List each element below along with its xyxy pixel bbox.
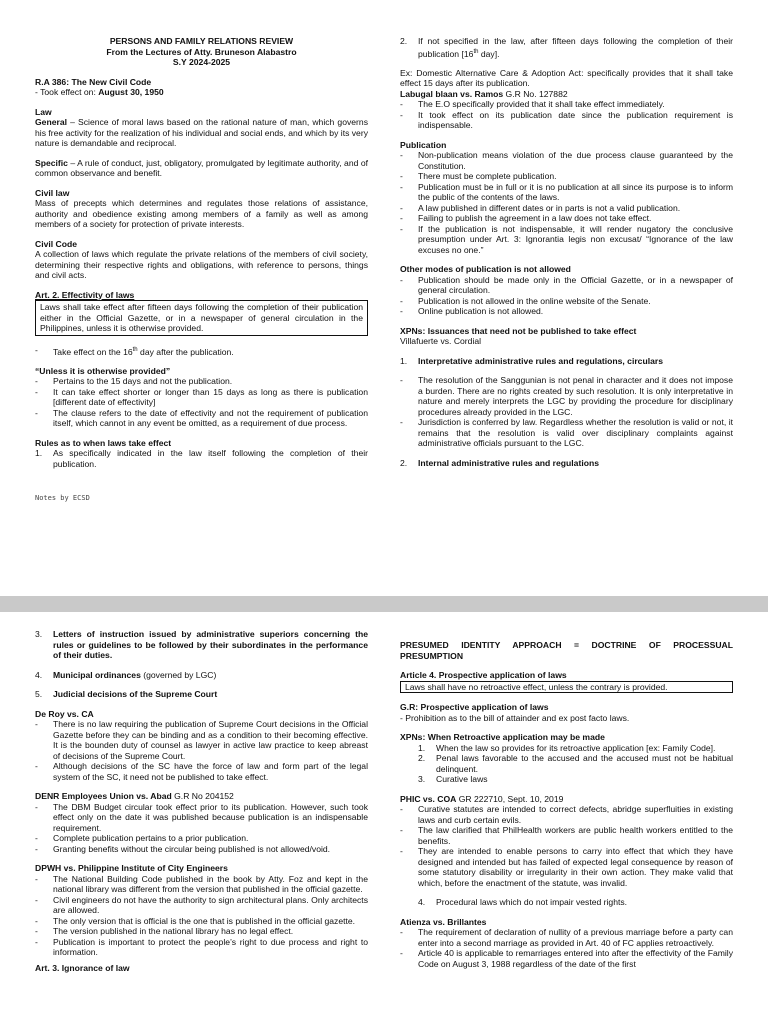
list-item: - Complete publication pertains to a prior publication. bbox=[35, 833, 368, 844]
page1-left-column bbox=[35, 36, 368, 504]
denr-case-name: DENR Employees Union vs. Abad bbox=[35, 791, 172, 801]
list-item: - Failing to publish the agreement in a law does not take effect. bbox=[400, 213, 733, 224]
list-item: - The E.O specifically provided that it shall take effect immediately. bbox=[400, 99, 733, 110]
xpns-item-4-rest: (governed by LGC) bbox=[140, 669, 217, 680]
rules-item-1-num: 1. bbox=[35, 448, 43, 459]
atienza-heading: Atienza vs. Brillantes bbox=[400, 916, 487, 927]
retro-item-1 bbox=[400, 743, 733, 754]
list-item: - The clause refers to the date of effectivity and not the requirement of publication itself, which cannot in any event be omitted, as a requirement of due process. bbox=[35, 408, 368, 429]
list-item: - Granting benefits without the circular being published is not allowed/void. bbox=[35, 844, 368, 855]
labugal-case-name: Labugal blaan vs. Ramos bbox=[400, 88, 504, 99]
document-page-2 bbox=[0, 612, 768, 1024]
list-item: - The DBM Budget circular took effect prior to its publication. However, such took effect only on the date it was published because publication is an indispensable requirement. bbox=[35, 802, 368, 834]
retro-item-4 bbox=[400, 897, 733, 908]
list-item: - Publication should be made only in the Official Gazette, or in a newspaper of general circulation. bbox=[400, 275, 733, 296]
xpns-item-4 bbox=[35, 670, 368, 681]
rules-item-2-post: day]. bbox=[478, 48, 500, 59]
xpns-item-5 bbox=[35, 689, 368, 700]
ra386-label: - Took effect on: bbox=[35, 87, 99, 97]
phic-heading bbox=[400, 794, 733, 805]
law-specific-text: – A rule of conduct, just, obligatory, promulgated by legitimate authority, and of common observance and benefit. bbox=[35, 157, 368, 178]
list-item: - The requirement of declaration of nullity of a previous marriage before a party can enter into a second marriage as provided in Art. 40 of FC applies retroactively. bbox=[400, 927, 733, 948]
law-general bbox=[35, 117, 368, 149]
list-item: - It took effect on its publication date since the publication requirement is indispensable. bbox=[400, 110, 733, 131]
list-item: - Non-publication means violation of the due process clause guaranteed by the Constitution. bbox=[400, 150, 733, 171]
xpns-item-2-num: 2. bbox=[400, 457, 408, 468]
publication-heading: Publication bbox=[400, 139, 447, 150]
list-item: - Jurisdiction is conferred by law. Regardless whether the resolution is valid or not, it remains that the resolution is valid over disciplinary complaints against administrative officials pursuant to the LGC. bbox=[400, 417, 733, 449]
footer-note: Notes by ECSD bbox=[35, 494, 90, 503]
xpns-item-4-num: 4. bbox=[35, 669, 43, 680]
page2-right-column bbox=[400, 640, 733, 969]
xpns-item-4-bold: Municipal ordinances bbox=[53, 669, 141, 680]
ra386-title: R.A 386: The New Civil Code bbox=[35, 76, 152, 87]
art2-effect-note bbox=[35, 345, 368, 357]
list-item: - The version published in the national library has no legal effect. bbox=[35, 926, 368, 937]
list-item: - The only version that is official is the one that is published in the official gazette. bbox=[35, 916, 368, 927]
civil-law-heading: Civil law bbox=[35, 187, 70, 198]
art2-effect-post: day after the publication. bbox=[137, 346, 234, 357]
art4-general-rule bbox=[400, 702, 733, 713]
xpns-item-5-num: 5. bbox=[35, 689, 43, 699]
law-specific-label: Specific bbox=[35, 157, 68, 168]
civil-code-text: A collection of laws which regulate the private relations of the members of civil society, determining their respective rights and obligations, with reference to persons, things and civil acts. bbox=[35, 249, 368, 280]
art2-effect-pre: Take effect on the 16 bbox=[53, 346, 133, 357]
list-item: - Although decisions of the SC have the force of law and form part of the legal system of the SC, it need not be published to take effect. bbox=[35, 761, 368, 782]
list-item: - Curative statutes are intended to correct defects, abridge superfluities in existing laws and curb certain evils. bbox=[400, 804, 733, 825]
xpns-item-2 bbox=[400, 458, 733, 469]
xpns-item-1-text: Interpretative administrative rules and regulations, circulars bbox=[418, 355, 664, 366]
xpns-heading: XPNs: Issuances that need not be published to take effect bbox=[400, 325, 637, 336]
list-item: - It can take effect shorter or longer than 15 days as long as there is publication [different date of effectivity] bbox=[35, 387, 368, 408]
art4-provision-box: Laws shall have no retroactive effect, unless the contrary is provided. bbox=[400, 681, 733, 694]
retro-item-3-text: Curative laws bbox=[436, 774, 488, 784]
list-item: - They are intended to enable persons to carry into effect that which they have designed and intended but has failed of expected legal consequence by reason of some statutory disability or irregularity in their own action. They make valid that which, before the enactment of the statute, was invalid. bbox=[400, 846, 733, 888]
ra386-effectivity bbox=[35, 87, 368, 98]
retro-item-4-num: 4. bbox=[418, 897, 426, 907]
labugal-case bbox=[400, 89, 733, 100]
xpns-item-1-num: 1. bbox=[400, 355, 408, 366]
list-item: - If the publication is not indispensable, it will render nugatory the conclusive presumption under Art. 3: Ignorantia legis non excusat/ “Ignorance of the law excuses no one.” bbox=[400, 224, 733, 256]
page1-right-column bbox=[400, 36, 733, 468]
xpns-item-3 bbox=[35, 629, 368, 661]
ra386-date: August 30, 1950 bbox=[98, 87, 164, 97]
list-item: - Online publication is not allowed. bbox=[400, 306, 733, 317]
list-item: - The resolution of the Sanggunian is not penal in character and it does not impose a burden. There are no rights created by such resolution. It is only interpretative in nature and merely interprets the LGC by providing the procedure for disciplinary procedures already provided in the LGC. bbox=[400, 375, 733, 417]
list-item: - Article 40 is applicable to remarriages entered into after the effectivity of the Family Code on August 3, 1988 regardless of the date of the first bbox=[400, 948, 733, 969]
retro-item-3 bbox=[400, 774, 733, 785]
rules-item-2-num: 2. bbox=[400, 36, 408, 46]
page2-left-column bbox=[35, 629, 368, 973]
list-item: - There must be complete publication. bbox=[400, 171, 733, 182]
list-item: - Publication is important to protect the people’s right to due process and right to information. bbox=[35, 937, 368, 958]
xpns-item-5-text: Judicial decisions of the Supreme Court bbox=[53, 689, 218, 699]
school-year: S.Y 2024-2025 bbox=[172, 57, 231, 67]
art2-effect-sup: th bbox=[132, 346, 138, 353]
rules-item-2-pre: If not specified in the law, after fifteen days following the completion of their publication [16 bbox=[418, 36, 733, 59]
denr-heading bbox=[35, 791, 368, 802]
xpns-item-2-text: Internal administrative rules and regulations bbox=[418, 457, 599, 468]
xpns-item-1 bbox=[400, 356, 733, 367]
art4-gr-text: : Prospective application of laws bbox=[415, 702, 549, 712]
retro-item-2 bbox=[400, 753, 733, 774]
art4-gr-note: - Prohibition as to the bill of attainder and ex post facto laws. bbox=[400, 712, 630, 723]
civil-code-heading: Civil Code bbox=[35, 238, 78, 249]
unless-heading: “Unless it is otherwise provided” bbox=[35, 365, 171, 376]
doc-title: PERSONS AND FAMILY RELATIONS REVIEW bbox=[109, 36, 294, 46]
art2-heading: Art. 2. Effectivity of laws bbox=[35, 289, 135, 300]
list-item: - Publication is not allowed in the online website of the Senate. bbox=[400, 296, 733, 307]
xpns-item-3-text: Letters of instruction issued by administrative superiors concerning the rules or guidelines to be followed by their subordinates in the performance of their duties. bbox=[53, 629, 368, 660]
retro-item-4-text: Procedural laws which do not impair vested rights. bbox=[436, 897, 628, 907]
labugal-case-cite: G.R No. 127882 bbox=[503, 88, 568, 99]
retro-item-1-num: 1. bbox=[418, 742, 426, 753]
retro-title: : When Retroactive application may be made bbox=[422, 732, 605, 742]
rules-item-1 bbox=[35, 448, 368, 469]
rules-heading: Rules as to when laws take effect bbox=[35, 437, 172, 448]
rules-item-2 bbox=[400, 36, 733, 59]
retro-heading bbox=[400, 732, 733, 743]
retro-item-3-num: 3. bbox=[418, 774, 426, 784]
villafuerte-case: Villafuerte vs. Cordial bbox=[400, 336, 482, 347]
list-item: - Pertains to the 15 days and not the publication. bbox=[35, 376, 368, 387]
dpwh-heading: DPWH vs. Philippine Institute of City Engineers bbox=[35, 863, 228, 873]
other-modes-heading: Other modes of publication is not allowed bbox=[400, 264, 571, 275]
art3-heading: Art. 3. Ignorance of law bbox=[35, 962, 130, 973]
rules-item-2-sup: th bbox=[473, 48, 479, 55]
list-item: - There is no law requiring the publication of Supreme Court decisions in the Official Gazette before they can be binding and as a condition to their becoming effective. It is the bounden duty of counsel as lawyer in active law practice to keep abreast of decisions of the Supreme Court. bbox=[35, 719, 368, 761]
doc-subtitle: From the Lectures of Atty. Bruneson Alabastro bbox=[106, 46, 297, 57]
retro-item-2-num: 2. bbox=[418, 753, 426, 763]
law-general-text: – Science of moral laws based on the rational nature of man, which governs his free activity for the realization of his individual and social ends, and which by its very nature is demandable and reciprocal. bbox=[35, 117, 368, 148]
list-item: - The law clarified that PhilHealth workers are public health workers entitled to the benefits. bbox=[400, 825, 733, 846]
art4-gr-label: G.R bbox=[400, 702, 416, 712]
retro-item-1-text: When the law so provides for its retroactive application [ex: Family Code]. bbox=[436, 742, 716, 753]
art2-provision-box: Laws shall take effect after fifteen days following the completion of their publication either in the Official Gazette, or in a newspaper of general circulation in the Philippines, unless it is otherwise provided. bbox=[35, 300, 368, 336]
presumed-identity-heading: PRESUMED IDENTITY APPROACH = DOCTRINE OF PROCESSUAL PRESUMPTION bbox=[400, 640, 733, 661]
phic-case-cite: GR 222710, Sept. 10, 2019 bbox=[456, 793, 564, 804]
list-item: - Publication must be in full or it is no publication at all since its purpose is to inform the public of the contents of the laws. bbox=[400, 182, 733, 203]
art4-heading: Article 4. Prospective application of laws bbox=[400, 670, 567, 680]
retro-label: XPNs bbox=[400, 732, 423, 742]
law-heading: Law bbox=[35, 106, 52, 117]
xpns-item-3-num: 3. bbox=[35, 629, 43, 639]
rules-item-1-text: As specifically indicated in the law itself following the completion of their publication. bbox=[53, 448, 368, 469]
denr-case-cite: G.R No 204152 bbox=[171, 791, 234, 801]
law-specific bbox=[35, 158, 368, 179]
list-item: - The National Building Code published in the book by Atty. Foz and kept in the national library was different from the version that published in the official gazette. bbox=[35, 874, 368, 895]
list-item: - Civil engineers do not have the authority to sign architectural plans. Only architects are allowed. bbox=[35, 895, 368, 916]
civil-law-text: Mass of precepts which determines and regulates those relations of assistance, authority and obedience existing among members of a family as well as among members of a society for protection of private interests. bbox=[35, 198, 368, 229]
domestic-example: Ex: Domestic Alternative Care & Adoption Act: specifically provides that it shall take effect 15 days after its publication. bbox=[400, 67, 733, 89]
list-item: - A law published in different dates or in parts is not a valid publication. bbox=[400, 203, 733, 214]
de-roy-heading: De Roy vs. CA bbox=[35, 708, 94, 719]
law-general-label: General bbox=[35, 117, 68, 127]
phic-case-name: PHIC vs. COA bbox=[400, 793, 457, 804]
retro-item-2-text: Penal laws favorable to the accused and the accused must not be habitual delinquent. bbox=[436, 753, 733, 774]
